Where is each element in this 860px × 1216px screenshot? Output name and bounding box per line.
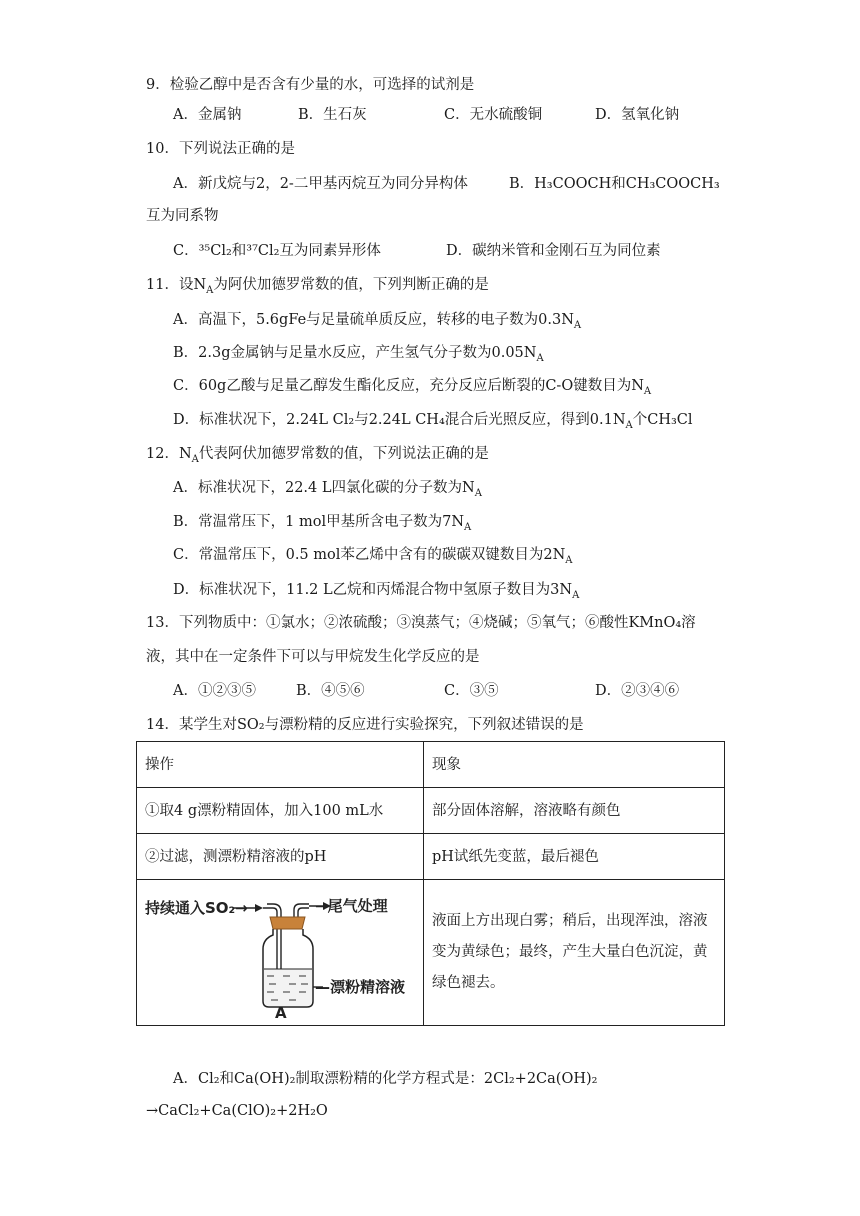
inlet-label: 持续通入SO₂→ xyxy=(145,898,248,917)
q9-option-b: B．生石灰 xyxy=(298,107,367,123)
table-row xyxy=(137,834,725,880)
q10-stem: 10．下列说法正确的是 xyxy=(146,141,295,157)
q11-option-d: D．标准状况下，2.24L Cl₂与2.24L CH₄混合后光照反应，得到$0.1N_A$个CH₃Cl xyxy=(173,412,693,431)
table-row xyxy=(137,788,725,834)
q13-option-b: B．④⑤⑥ xyxy=(296,683,365,699)
q11-option-a: A．高温下，5.6gFe与足量硫单质反应，转移的电子数为$0.3N_A$ xyxy=(173,312,582,331)
q13-stem: 13．下列物质中：①氯水；②浓硫酸；③溴蒸气；④烧碱；⑤氧气；⑥酸性KMnO₄溶 xyxy=(146,615,696,631)
q12-option-b: B．常温常压下，1 mol甲基所含电子数为$7N_A$ xyxy=(173,514,472,533)
q10-option-b-continuation: 互为同系物 xyxy=(146,208,219,224)
q12-option-c: C．常温常压下，0.5 mol苯乙烯中含有的碳碳双键数目为$2N_A$ xyxy=(173,547,573,566)
row2-phenomenon: pH试纸先变蓝，最后褪色 xyxy=(424,834,725,880)
row2-operation: ②过滤，测漂粉精溶液的pH xyxy=(137,834,424,880)
q13-option-c: C．③⑤ xyxy=(444,683,499,699)
q9-option-c: C．无水硫酸铜 xyxy=(444,107,543,123)
q12-option-d: D．标准状况下，11.2 L乙烷和丙烯混合物中氢原子数目为$3N_A$ xyxy=(173,582,580,601)
q14-option-a: A．Cl₂和Ca(OH)₂制取漂粉精的化学方程式是：2Cl₂+2Ca(OH)₂ xyxy=(173,1071,598,1087)
apparatus-cell xyxy=(137,880,424,1026)
row1-phenomenon: 部分固体溶解，溶液略有颜色 xyxy=(424,788,725,834)
vessel-label: A xyxy=(275,1003,287,1022)
q11-stem: 11．设$N_A$为阿伏加德罗常数的值，下列判断正确的是 xyxy=(146,277,489,296)
q13-stem-continuation: 液，其中在一定条件下可以与甲烷发生化学反应的是 xyxy=(146,649,480,665)
q9-stem: 9．检验乙醇中是否含有少量的水，可选择的试剂是 xyxy=(146,77,475,93)
q10-option-b: B．H₃COOCH和CH₃COOCH₃ xyxy=(509,176,720,192)
q13-option-d: D．②③④⑥ xyxy=(595,683,680,699)
row1-operation: ①取4 g漂粉精固体，加入100 mL水 xyxy=(137,788,424,834)
q14-option-a-continuation: →CaCl₂+Ca(ClO)₂+2H₂O xyxy=(146,1103,328,1119)
table-header-row xyxy=(137,742,725,788)
q12-stem: 12．$N_A$代表阿伏加德罗常数的值，下列说法正确的是 xyxy=(146,446,489,465)
q9-option-d: D．氢氧化钠 xyxy=(595,107,680,123)
q10-option-c: C．³⁵Cl₂和³⁷Cl₂互为同素异形体 xyxy=(173,243,381,259)
q11-option-c: C．60g乙酸与足量乙醇发生酯化反应，充分反应后断裂的C-O键数目为$N_A$ xyxy=(173,378,652,397)
header-operation: 操作 xyxy=(137,742,424,788)
solution-label: —漂粉精溶液 xyxy=(315,977,406,996)
q14-stem: 14．某学生对SO₂与漂粉精的反应进行实验探究，下列叙述错误的是 xyxy=(146,717,584,733)
row3-phenomenon: 液面上方出现白雾；稍后，出现浑浊，溶液变为黄绿色；最终，产生大量白色沉淀，黄绿色褪去。 xyxy=(424,880,725,1026)
q9-option-a: A．金属钠 xyxy=(173,107,242,123)
header-phenomenon: 现象 xyxy=(424,742,725,788)
q11-option-b: B．2.3g金属钠与足量水反应，产生氢气分子数为$0.05N_A$ xyxy=(173,345,544,364)
table-row xyxy=(137,880,725,1026)
experiment-table xyxy=(136,741,725,1026)
q10-option-a: A．新戊烷与2，2-二甲基丙烷互为同分异构体 xyxy=(173,176,468,192)
q10-option-d: D．碳纳米管和金刚石互为同位素 xyxy=(446,243,661,259)
q12-option-a: A．标准状况下，22.4 L四氯化碳的分子数为$N_A$ xyxy=(173,480,482,499)
q13-option-a: A．①②③⑤ xyxy=(173,683,256,699)
outlet-label: →尾气处理 xyxy=(315,896,388,915)
apparatus-figure xyxy=(137,883,407,1023)
